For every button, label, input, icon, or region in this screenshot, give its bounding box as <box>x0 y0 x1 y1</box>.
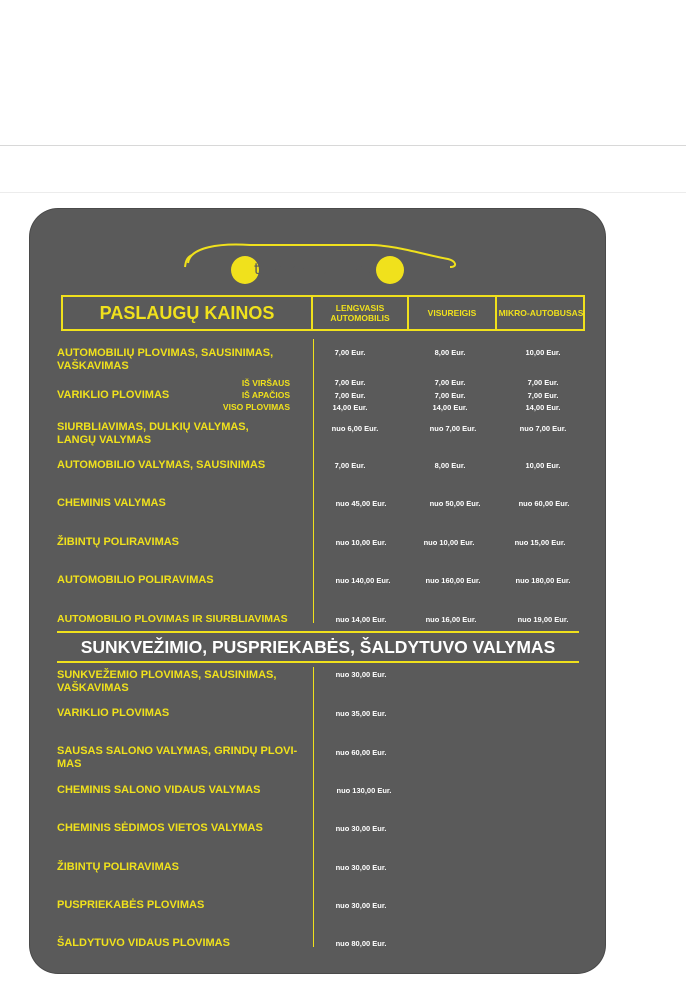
price-car: nuo 6,00 Eur. <box>331 424 379 433</box>
column-divider-lower <box>313 667 314 947</box>
service-label: CHEMINIS SĖDIMOS VIETOS VALYMAS <box>57 822 263 834</box>
column-divider <box>313 339 314 623</box>
price-minibus: nuo 19,00 Eur. <box>517 615 569 624</box>
price-suv: nuo 160,00 Eur. <box>425 576 481 585</box>
service-label: PUSPRIEKABĖS PLOVIMAS <box>57 899 205 911</box>
service-label: AUTOMOBILIŲ PLOVIMAS, SAUSINIMAS, VAŠKAVIMAS <box>57 347 274 372</box>
price-car: 7,00 Eur. <box>334 348 366 357</box>
brand-wordmark: transfortas <box>253 260 381 278</box>
service-label: CHEMINIS SALONO VIDAUS VALYMAS <box>57 784 261 796</box>
price-car: nuo 45,00 Eur. <box>335 499 387 508</box>
service-label: ŠALDYTUVO VIDAUS PLOVIMAS <box>57 937 230 949</box>
section-divider-bottom <box>57 661 579 663</box>
service-label: SAUSAS SALONO VALYMAS, GRINDŲ PLOVI-MAS <box>57 745 298 770</box>
price-minibus: nuo 180,00 Eur. <box>515 576 571 585</box>
page-divider <box>0 145 686 146</box>
service-sublabels: IŠ VIRŠAUS IŠ APAČIOS VISO PLOVIMAS <box>222 378 290 412</box>
price-truck: nuo 30,00 Eur. <box>335 670 387 679</box>
service-label: AUTOMOBILIO VALYMAS, SAUSINIMAS <box>57 459 266 471</box>
page-divider-secondary <box>0 192 686 193</box>
price-truck: nuo 130,00 Eur. <box>336 786 392 795</box>
price-suv: 8,00 Eur. <box>434 461 466 470</box>
page-title: PASLAUGŲ KAINOS <box>99 302 275 323</box>
column-header-car: LENGVASIS AUTOMOBILIS <box>311 297 407 329</box>
column-header-minibus: MIKRO-AUTOBUSAS <box>495 297 585 329</box>
service-label: VARIKLIO PLOVIMAS <box>57 707 170 719</box>
service-label: SUNKVEŽEMIO PLOVIMAS, SAUSINIMAS, VAŠKAVIMAS <box>57 669 277 694</box>
price-suv: 8,00 Eur. <box>434 348 466 357</box>
price-car: nuo 10,00 Eur. <box>335 538 387 547</box>
price-minibus: 10,00 Eur. <box>525 348 561 357</box>
price-suv: nuo 10,00 Eur. <box>423 538 475 547</box>
price-car: 7,00 Eur. <box>334 461 366 470</box>
price-truck: nuo 30,00 Eur. <box>335 824 387 833</box>
price-suv: nuo 16,00 Eur. <box>425 615 477 624</box>
service-label: SIURBLIAVIMAS, DULKIŲ VALYMAS, LANGŲ VALYMAS <box>57 421 249 446</box>
price-truck: nuo 30,00 Eur. <box>335 863 387 872</box>
price-car: 7,00 Eur. 7,00 Eur. 14,00 Eur. <box>332 378 368 412</box>
price-minibus: 10,00 Eur. <box>525 461 561 470</box>
price-suv: nuo 50,00 Eur. <box>429 499 481 508</box>
price-suv: 7,00 Eur. 7,00 Eur. 14,00 Eur. <box>432 378 468 412</box>
price-truck: nuo 60,00 Eur. <box>335 748 387 757</box>
price-car: nuo 14,00 Eur. <box>335 615 387 624</box>
price-minibus: 7,00 Eur. 7,00 Eur. 14,00 Eur. <box>525 378 561 412</box>
service-label: ŽIBINTŲ POLIRAVIMAS <box>57 536 180 548</box>
service-label: AUTOMOBILIO PLOVIMAS IR SIURBLIAVIMAS <box>57 613 288 625</box>
price-list-card <box>30 209 605 973</box>
price-minibus: nuo 7,00 Eur. <box>519 424 567 433</box>
price-car: nuo 140,00 Eur. <box>335 576 391 585</box>
price-truck: nuo 35,00 Eur. <box>335 709 387 718</box>
service-label: CHEMINIS VALYMAS <box>57 497 166 509</box>
price-table-header <box>61 295 585 331</box>
price-truck: nuo 30,00 Eur. <box>335 901 387 910</box>
price-minibus: nuo 15,00 Eur. <box>514 538 566 547</box>
section-title: SUNKVEŽIMIO, PUSPRIEKABĖS, ŠALDYTUVO VALYMAS <box>80 637 556 657</box>
column-header-suv: VISUREIGIS <box>407 297 495 329</box>
section-divider-top <box>57 631 579 633</box>
service-label: VARIKLIO PLOVIMAS <box>57 389 170 401</box>
service-label: ŽIBINTŲ POLIRAVIMAS <box>57 861 180 873</box>
car-logo-icon <box>180 237 460 287</box>
price-truck: nuo 80,00 Eur. <box>335 939 387 948</box>
price-suv: nuo 7,00 Eur. <box>429 424 477 433</box>
price-minibus: nuo 60,00 Eur. <box>518 499 570 508</box>
service-label: AUTOMOBILIO POLIRAVIMAS <box>57 574 214 586</box>
